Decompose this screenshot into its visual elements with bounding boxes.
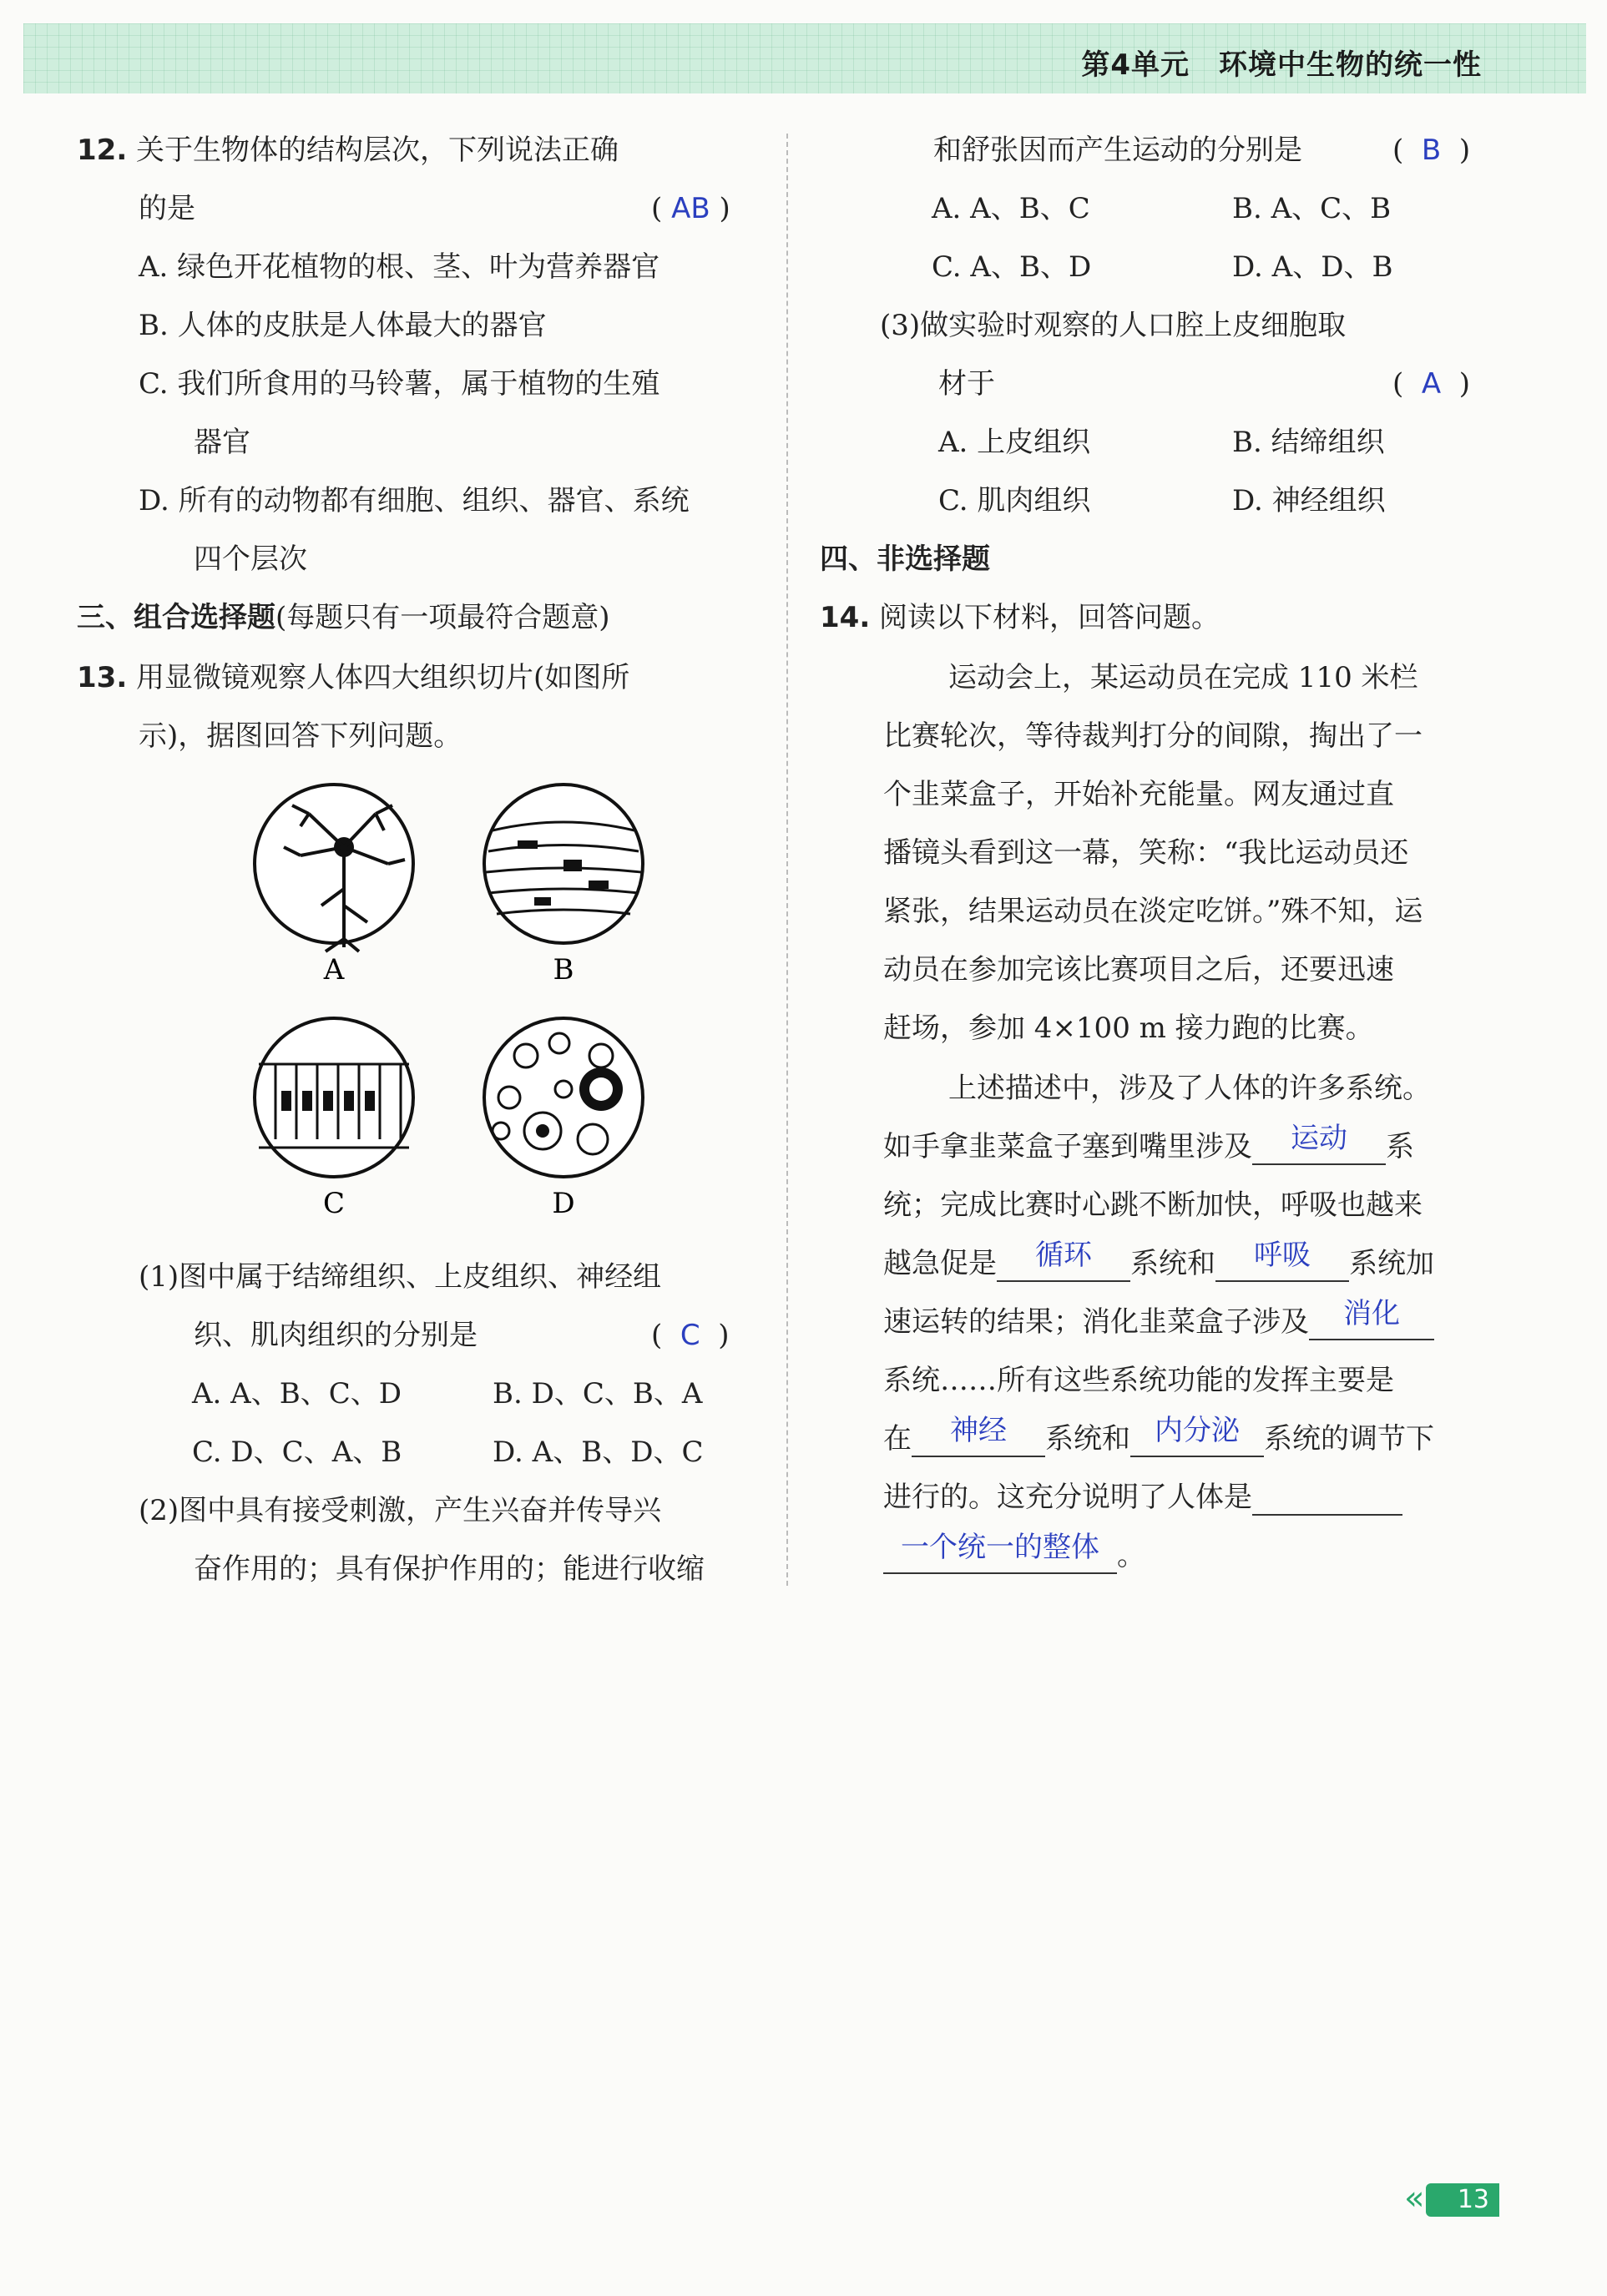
q14-r4-mid: 系统和 [1130, 1247, 1215, 1280]
q14-passage-line1: 运动会上，某运动员在完成 110 米栏 [948, 661, 1418, 694]
q14-r8-text: 进行的。这充分说明了人体是 [883, 1481, 1252, 1514]
column-divider [786, 134, 788, 1586]
q13-sub1-option-a: A. A、B、C、D [192, 1377, 402, 1410]
q13-sub2-answer-paren: ( B ) [1392, 134, 1471, 167]
fig-label-c: C [322, 1187, 346, 1220]
section3-note: (每题只有一项最符合题意) [275, 601, 610, 634]
q12-number: 12. [77, 134, 128, 167]
q14-response-line8 [883, 1479, 1402, 1516]
q14-response-line9 [883, 1531, 1145, 1574]
q12-answer-paren: ( AB ) [651, 192, 730, 225]
q14-passage-line7: 赶场，参加 4×100 m 接力跑的比赛。 [883, 1012, 1374, 1045]
answer-unified-whole: 一个统一的整体 [901, 1531, 1099, 1564]
q14-passage-line5: 紧张，结果运动员在淡定吃饼。”殊不知，运 [883, 895, 1423, 928]
q13-stem: 用显微镜观察人体四大组织切片(如图所 [136, 661, 630, 694]
blank-movement[interactable] [1252, 1122, 1386, 1165]
q13-number: 13. [77, 661, 128, 694]
q13-sub3-option-c: C. 肌肉组织 [938, 484, 1091, 517]
q13-sub1-option-c: C. D、C、A、B [192, 1436, 402, 1469]
q13-sub2-answer: B [1421, 134, 1442, 167]
answer-circulation: 循环 [1035, 1239, 1092, 1272]
q13-sub2-option-d: D. A、D、B [1232, 250, 1393, 284]
page-chevron-icon: « [1404, 2179, 1425, 2218]
q12-answer: AB [671, 192, 710, 225]
blank-whole-line1 [1252, 1481, 1402, 1516]
section3-heading [77, 599, 610, 636]
q14-response-line2 [883, 1122, 1414, 1165]
q12-option-c-cont: 器官 [194, 426, 250, 459]
q13-sub3-line1: (3)做实验时观察的人口腔上皮细胞取 [880, 309, 1347, 342]
q13-sub3-option-b: B. 结缔组织 [1232, 426, 1385, 459]
q14-r7-text: 在 [883, 1422, 912, 1456]
q13-sub1-option-b: B. D、C、B、A [493, 1377, 703, 1410]
q14-r4-tail: 系统加 [1349, 1247, 1434, 1280]
q13-sub2-option-b: B. A、C、B [1232, 192, 1392, 225]
q12-option-d-cont: 四个层次 [194, 542, 307, 576]
q12-option-d: D. 所有的动物都有细胞、组织、器官、系统 [139, 484, 690, 517]
q14-stem-line [820, 599, 1220, 636]
unit-title: 第4单元 环境中生物的统一性 [1081, 48, 1482, 82]
blank-digestion[interactable] [1309, 1297, 1434, 1340]
q14-r7-mid: 系统和 [1045, 1422, 1130, 1456]
q14-passage-line6: 动员在参加完该比赛项目之后，还要迅速 [883, 953, 1394, 987]
blank-circulation[interactable] [997, 1239, 1130, 1282]
q14-passage-line2: 比赛轮次，等待裁判打分的间隙，掏出了一 [883, 719, 1423, 753]
q12-stem-line2: 的是 [139, 192, 195, 225]
slide-d-connective-tissue [484, 1018, 643, 1177]
tissue-figure [242, 780, 676, 1231]
answer-respiration: 呼吸 [1254, 1239, 1311, 1272]
q13-sub1-answer-paren: ( C ) [651, 1319, 730, 1352]
answer-nervous: 神经 [950, 1414, 1007, 1447]
q13-stem-line2: 示)，据图回答下列问题。 [139, 719, 462, 753]
q13-sub1-option-d: D. A、B、D、C [493, 1436, 704, 1469]
q14-passage-line3: 个韭菜盒子，开始补充能量。网友通过直 [883, 778, 1394, 811]
q14-r2-tail: 系 [1386, 1130, 1414, 1163]
slide-b-muscle-tissue [484, 785, 643, 943]
q13-sub1-line1: (1)图中属于结缔组织、上皮组织、神经组 [139, 1260, 662, 1294]
q14-passage-line4: 播镜头看到这一幕，笑称：“我比运动员还 [883, 836, 1409, 870]
blank-endocrine[interactable] [1130, 1414, 1264, 1457]
blank-nervous[interactable] [912, 1414, 1045, 1457]
q14-response-line7 [883, 1414, 1434, 1457]
blank-unified-whole[interactable] [883, 1531, 1117, 1574]
q12-option-c: C. 我们所食用的马铃薯，属于植物的生殖 [139, 367, 660, 401]
q13-sub3-answer: A [1421, 367, 1442, 401]
q14-r5-text: 速运转的结果；消化韭菜盒子涉及 [883, 1305, 1309, 1339]
q14-response-line1: 上述描述中，涉及了人体的许多系统。 [948, 1072, 1431, 1105]
q14-number: 14. [820, 601, 871, 634]
q14-r2-text: 如手拿韭菜盒子塞到嘴里涉及 [883, 1130, 1252, 1163]
q13-sub3-option-d: D. 神经组织 [1232, 484, 1386, 517]
page-number: 13 [1426, 2183, 1499, 2217]
q12-option-b: B. 人体的皮肤是人体最大的器官 [139, 309, 547, 342]
slide-c-epithelial-tissue [255, 1018, 413, 1177]
q13-stem-line1 [77, 659, 629, 696]
q13-sub2-line2: 奋作用的；具有保护作用的；能进行收缩 [194, 1552, 705, 1586]
q13-sub2-line3: 和舒张因而产生运动的分别是 [933, 134, 1302, 167]
q13-sub2-option-c: C. A、B、D [932, 250, 1092, 284]
section3-title: 三、组合选择题 [77, 601, 275, 634]
q14-response-line4 [883, 1239, 1434, 1282]
q14-response-line3: 统；完成比赛时心跳不断加快，呼吸也越来 [883, 1188, 1423, 1222]
answer-digestion: 消化 [1343, 1297, 1400, 1330]
q14-r9-tail: 。 [1117, 1539, 1145, 1572]
answer-endocrine: 内分泌 [1155, 1414, 1240, 1447]
blank-respiration[interactable] [1215, 1239, 1349, 1282]
q13-sub1-line2: 织、肌肉组织的分别是 [194, 1319, 478, 1352]
q14-r7-tail: 系统的调节下 [1264, 1422, 1434, 1456]
q13-sub3-line2: 材于 [938, 367, 995, 401]
q13-sub2-option-a: A. A、B、C [932, 192, 1090, 225]
q14-response-line6: 系统……所有这些系统功能的发挥主要是 [883, 1364, 1394, 1397]
fig-label-a: A [323, 953, 345, 987]
q13-sub3-answer-paren: ( A ) [1392, 367, 1471, 401]
q14-response-line5 [883, 1297, 1434, 1340]
q12-option-a: A. 绿色开花植物的根、茎、叶为营养器官 [139, 250, 660, 284]
q12-stem: 关于生物体的结构层次，下列说法正确 [136, 134, 619, 167]
q13-sub1-answer: C [680, 1319, 700, 1352]
q13-sub3-option-a: A. 上皮组织 [938, 426, 1091, 459]
section4-title: 四、非选择题 [820, 542, 990, 576]
q13-sub2-line1: (2)图中具有接受刺激，产生兴奋并传导兴 [139, 1494, 662, 1527]
q14-stem: 阅读以下材料，回答问题。 [879, 601, 1220, 634]
answer-movement: 运动 [1291, 1122, 1347, 1155]
q14-r4-text: 越急促是 [883, 1247, 997, 1280]
q12-stem-line1 [77, 132, 619, 169]
slide-a-nerve-tissue [255, 785, 413, 951]
fig-label-d: D [552, 1187, 575, 1220]
fig-label-b: B [553, 953, 574, 987]
